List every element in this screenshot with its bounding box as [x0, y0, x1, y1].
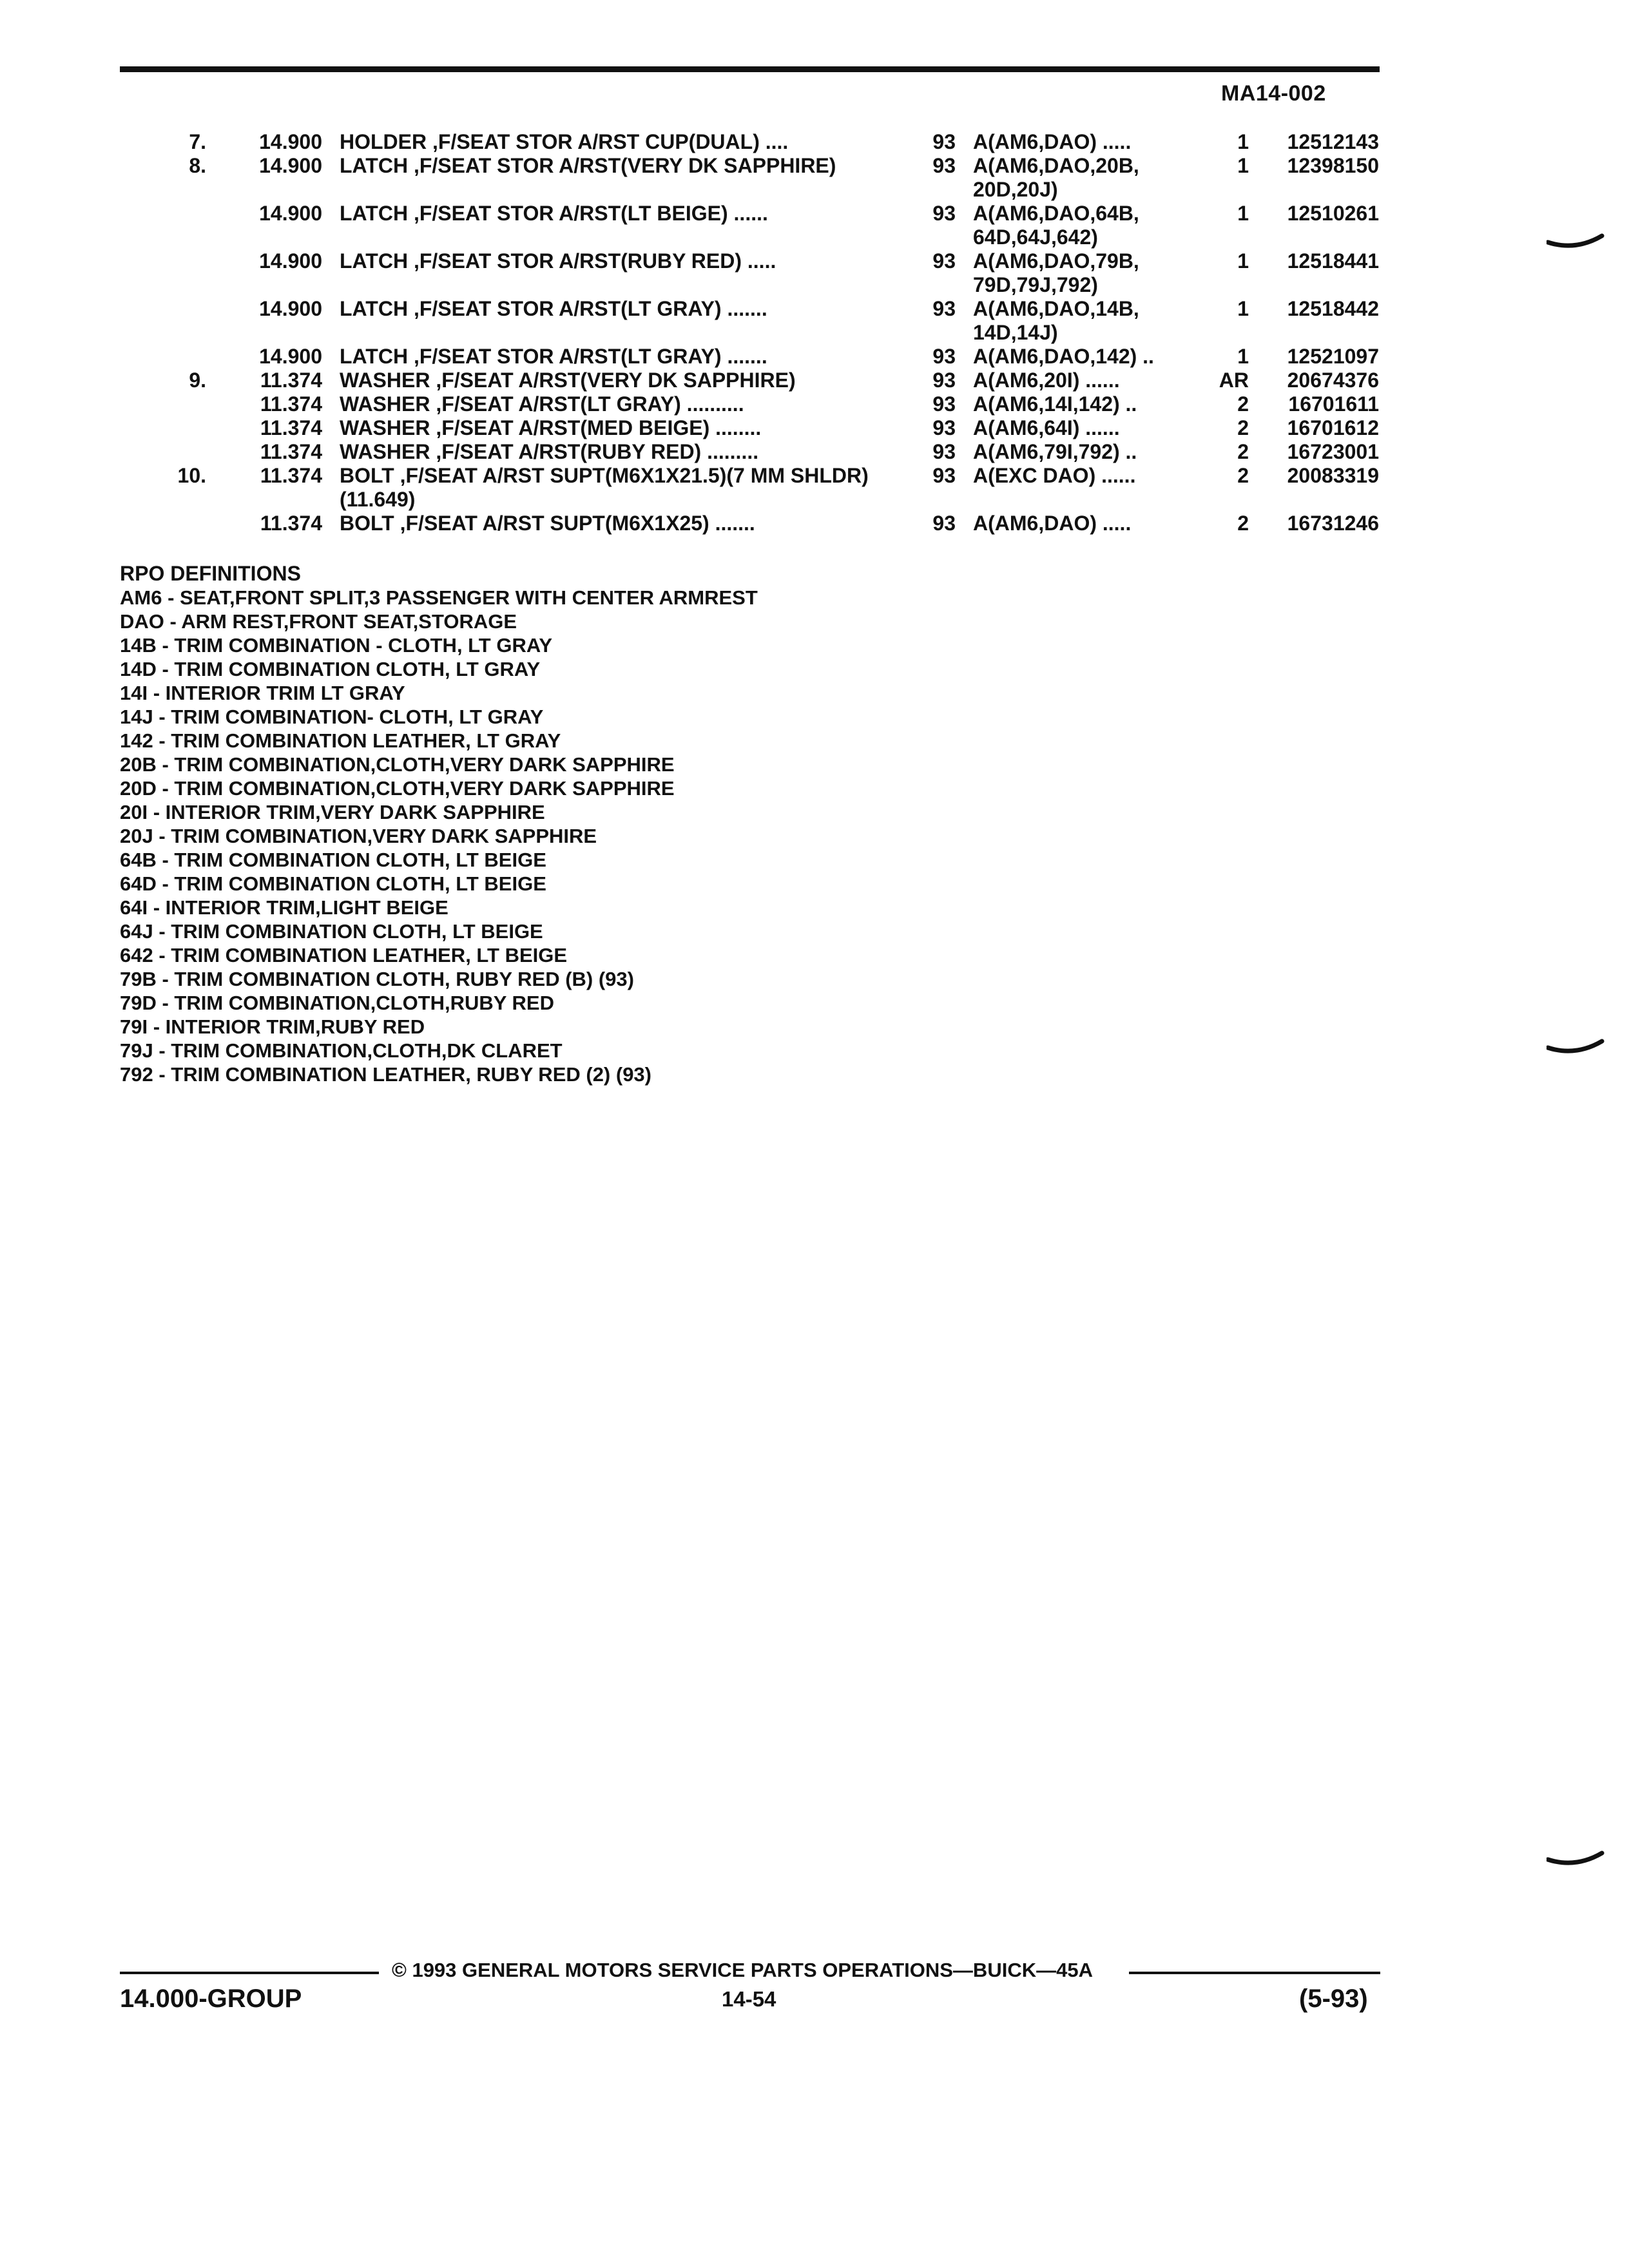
page-number: 14-54 — [722, 1987, 776, 2011]
item-number: 7. — [189, 130, 206, 153]
item-number: 9. — [189, 369, 206, 392]
part-number: 12518441 — [1287, 249, 1379, 273]
usage-codes: A(AM6,20I) ...... — [973, 369, 1120, 392]
quantity: 2 — [1237, 440, 1249, 463]
binder-tab-mark — [1547, 1037, 1605, 1063]
usage-codes: A(AM6,DAO,142) .. — [973, 345, 1154, 368]
rpo-definition: 79D - TRIM COMBINATION,CLOTH,RUBY RED — [120, 992, 554, 1014]
part-name: HOLDER — [340, 130, 427, 153]
usage-codes: A(AM6,64I) ...... — [973, 416, 1120, 439]
rpo-definition: 792 - TRIM COMBINATION LEATHER, RUBY RED (2) (93) — [120, 1063, 651, 1086]
part-description — [340, 512, 881, 535]
part-description — [340, 249, 881, 273]
rpo-definition: 642 - TRIM COMBINATION LEATHER, LT BEIGE — [120, 944, 568, 966]
model-year: 93 — [932, 416, 956, 439]
part-name: BOLT — [340, 464, 394, 487]
section-code: MA14-002 — [1221, 81, 1326, 106]
binder-tab-mark — [1547, 232, 1605, 258]
group-number: 14.900 — [259, 249, 322, 273]
part-row — [0, 512, 1629, 535]
model-year: 93 — [932, 464, 956, 487]
part-number: 12398150 — [1287, 154, 1379, 177]
model-year: 93 — [932, 440, 956, 463]
part-detail: ,F/SEAT A/RST(VERY DK SAPPHIRE) — [436, 369, 796, 392]
model-year: 93 — [932, 297, 956, 320]
rpo-definition: 14J - TRIM COMBINATION- CLOTH, LT GRAY — [120, 706, 544, 728]
rpo-definition: 14D - TRIM COMBINATION CLOTH, LT GRAY — [120, 658, 541, 680]
part-row — [0, 202, 1629, 249]
group-number: 14.900 — [259, 130, 322, 153]
part-detail: ,F/SEAT STOR A/RST(LT GRAY) ....... — [413, 345, 767, 368]
part-description — [340, 154, 881, 178]
part-description — [340, 416, 881, 440]
part-description — [340, 130, 881, 154]
rpo-definition: 20D - TRIM COMBINATION,CLOTH,VERY DARK SAPPHIRE — [120, 777, 675, 800]
rpo-definition: 14I - INTERIOR TRIM LT GRAY — [120, 682, 405, 704]
top-rule — [120, 66, 1380, 72]
rpo-definition: 142 - TRIM COMBINATION LEATHER, LT GRAY — [120, 729, 561, 752]
group-number: 14.900 — [259, 202, 322, 225]
part-detail: ,F/SEAT STOR A/RST(RUBY RED) ..... — [413, 249, 776, 273]
group-number: 11.374 — [260, 512, 322, 535]
item-number: 10. — [177, 464, 206, 487]
quantity: 2 — [1237, 464, 1249, 487]
quantity: 1 — [1237, 202, 1249, 225]
group-number: 11.374 — [260, 369, 322, 392]
binder-tab-mark — [1547, 1849, 1605, 1875]
part-number: 12518442 — [1287, 297, 1379, 320]
part-description — [340, 369, 881, 392]
quantity: 2 — [1237, 416, 1249, 439]
rpo-definitions — [120, 562, 1022, 1086]
group-number: 11.374 — [260, 416, 322, 439]
part-name: LATCH — [340, 297, 409, 320]
usage-codes: A(AM6,14I,142) .. — [973, 392, 1137, 416]
quantity: 1 — [1237, 130, 1249, 153]
group-number: 11.374 — [260, 464, 322, 487]
part-description — [340, 440, 881, 464]
rpo-definition: DAO - ARM REST,FRONT SEAT,STORAGE — [120, 610, 517, 633]
item-number: 8. — [189, 154, 206, 177]
part-name: LATCH — [340, 249, 409, 273]
part-name: WASHER — [340, 440, 430, 463]
rpo-definition: 20I - INTERIOR TRIM,VERY DARK SAPPHIRE — [120, 801, 545, 823]
rpo-definition: 79J - TRIM COMBINATION,CLOTH,DK CLARET — [120, 1039, 563, 1062]
part-detail: ,F/SEAT A/RST SUPT(M6X1X21.5)(7 MM SHLDR)(11.649) — [340, 464, 869, 511]
rpo-definition: 20J - TRIM COMBINATION,VERY DARK SAPPHIRE — [120, 825, 597, 847]
part-row — [0, 416, 1629, 440]
part-row — [0, 392, 1629, 416]
part-detail: ,F/SEAT A/RST SUPT(M6X1X25) ....... — [400, 512, 755, 535]
quantity: 1 — [1237, 297, 1249, 320]
footer-copyright: © 1993 GENERAL MOTORS SERVICE PARTS OPERATIONS—BUICK—45A — [392, 1959, 1093, 1981]
part-description — [340, 202, 881, 226]
part-name: LATCH — [340, 345, 409, 368]
part-name: BOLT — [340, 512, 394, 535]
part-detail: ,F/SEAT STOR A/RST(LT BEIGE) ...... — [413, 202, 768, 225]
model-year: 93 — [932, 369, 956, 392]
rpo-definition: 64B - TRIM COMBINATION CLOTH, LT BEIGE — [120, 849, 546, 871]
usage-codes: A(EXC DAO) ...... — [973, 464, 1136, 487]
model-year: 93 — [932, 154, 956, 177]
part-name: LATCH — [340, 202, 409, 225]
part-row — [0, 130, 1629, 154]
part-description — [340, 297, 881, 321]
rpo-definition: 79I - INTERIOR TRIM,RUBY RED — [120, 1015, 425, 1038]
model-year: 93 — [932, 130, 956, 153]
quantity: 2 — [1237, 392, 1249, 416]
group-number: 14.900 — [259, 297, 322, 320]
part-row — [0, 464, 1629, 512]
model-year: 93 — [932, 392, 956, 416]
part-name: WASHER — [340, 369, 430, 392]
model-year: 93 — [932, 345, 956, 368]
usage-codes: A(AM6,DAO,20B, 20D,20J) — [973, 154, 1139, 201]
part-detail: ,F/SEAT STOR A/RST CUP(DUAL) .... — [432, 130, 789, 153]
part-detail: ,F/SEAT STOR A/RST(LT GRAY) ....... — [413, 297, 767, 320]
group-number: 11.374 — [260, 392, 322, 416]
footer-group: 14.000-GROUP — [120, 1984, 302, 2013]
usage-codes: A(AM6,79I,792) .. — [973, 440, 1137, 463]
part-number: 12521097 — [1287, 345, 1379, 368]
group-number: 11.374 — [260, 440, 322, 463]
part-number: 20083319 — [1287, 464, 1379, 487]
rpo-definition: 79B - TRIM COMBINATION CLOTH, RUBY RED (B) (93) — [120, 968, 634, 990]
rpo-definition: 64D - TRIM COMBINATION CLOTH, LT BEIGE — [120, 872, 546, 895]
rpo-list — [120, 586, 1022, 1086]
rpo-definition: AM6 - SEAT,FRONT SPLIT,3 PASSENGER WITH CENTER ARMREST — [120, 586, 758, 609]
quantity: 1 — [1237, 249, 1249, 273]
usage-codes: A(AM6,DAO,79B, 79D,79J,792) — [973, 249, 1139, 296]
part-row — [0, 369, 1629, 392]
usage-codes: A(AM6,DAO) ..... — [973, 512, 1132, 535]
model-year: 93 — [932, 249, 956, 273]
part-row — [0, 297, 1629, 345]
group-number: 14.900 — [259, 345, 322, 368]
quantity: 1 — [1237, 345, 1249, 368]
part-number: 16731246 — [1287, 512, 1379, 535]
quantity: 1 — [1237, 154, 1249, 177]
part-number: 20674376 — [1287, 369, 1379, 392]
part-row — [0, 154, 1629, 202]
part-number: 16701611 — [1288, 392, 1379, 416]
part-number: 12510261 — [1287, 202, 1379, 225]
model-year: 93 — [932, 202, 956, 225]
quantity: 2 — [1237, 512, 1249, 535]
part-description — [340, 392, 881, 416]
part-name: LATCH — [340, 154, 409, 177]
part-detail: ,F/SEAT A/RST(RUBY RED) ......... — [436, 440, 759, 463]
group-number: 14.900 — [259, 154, 322, 177]
part-name: WASHER — [340, 392, 430, 416]
rpo-definition: 20B - TRIM COMBINATION,CLOTH,VERY DARK SAPPHIRE — [120, 753, 675, 776]
footer-rule-right — [1129, 1972, 1380, 1974]
footer-rule-left — [120, 1972, 379, 1974]
part-description — [340, 464, 881, 512]
part-number: 16701612 — [1287, 416, 1379, 439]
part-number: 12512143 — [1287, 130, 1379, 153]
usage-codes: A(AM6,DAO,64B, 64D,64J,642) — [973, 202, 1139, 249]
rpo-title: RPO DEFINITIONS — [120, 562, 301, 585]
model-year: 93 — [932, 512, 956, 535]
part-row — [0, 345, 1629, 369]
usage-codes: A(AM6,DAO) ..... — [973, 130, 1132, 153]
part-detail: ,F/SEAT STOR A/RST(VERY DK SAPPHIRE) — [413, 154, 836, 177]
part-description — [340, 345, 881, 369]
part-name: WASHER — [340, 416, 430, 439]
usage-codes: A(AM6,DAO,14B, 14D,14J) — [973, 297, 1139, 344]
part-detail: ,F/SEAT A/RST(MED BEIGE) ........ — [436, 416, 762, 439]
part-row — [0, 440, 1629, 464]
part-number: 16723001 — [1287, 440, 1379, 463]
rpo-definition: 14B - TRIM COMBINATION - CLOTH, LT GRAY — [120, 634, 553, 657]
part-detail: ,F/SEAT A/RST(LT GRAY) .......... — [436, 392, 744, 416]
part-row — [0, 249, 1629, 297]
revision-date: (5-93) — [1299, 1984, 1368, 2013]
rpo-definition: 64J - TRIM COMBINATION CLOTH, LT BEIGE — [120, 920, 543, 943]
rpo-definition: 64I - INTERIOR TRIM,LIGHT BEIGE — [120, 896, 448, 919]
quantity: AR — [1219, 369, 1249, 392]
